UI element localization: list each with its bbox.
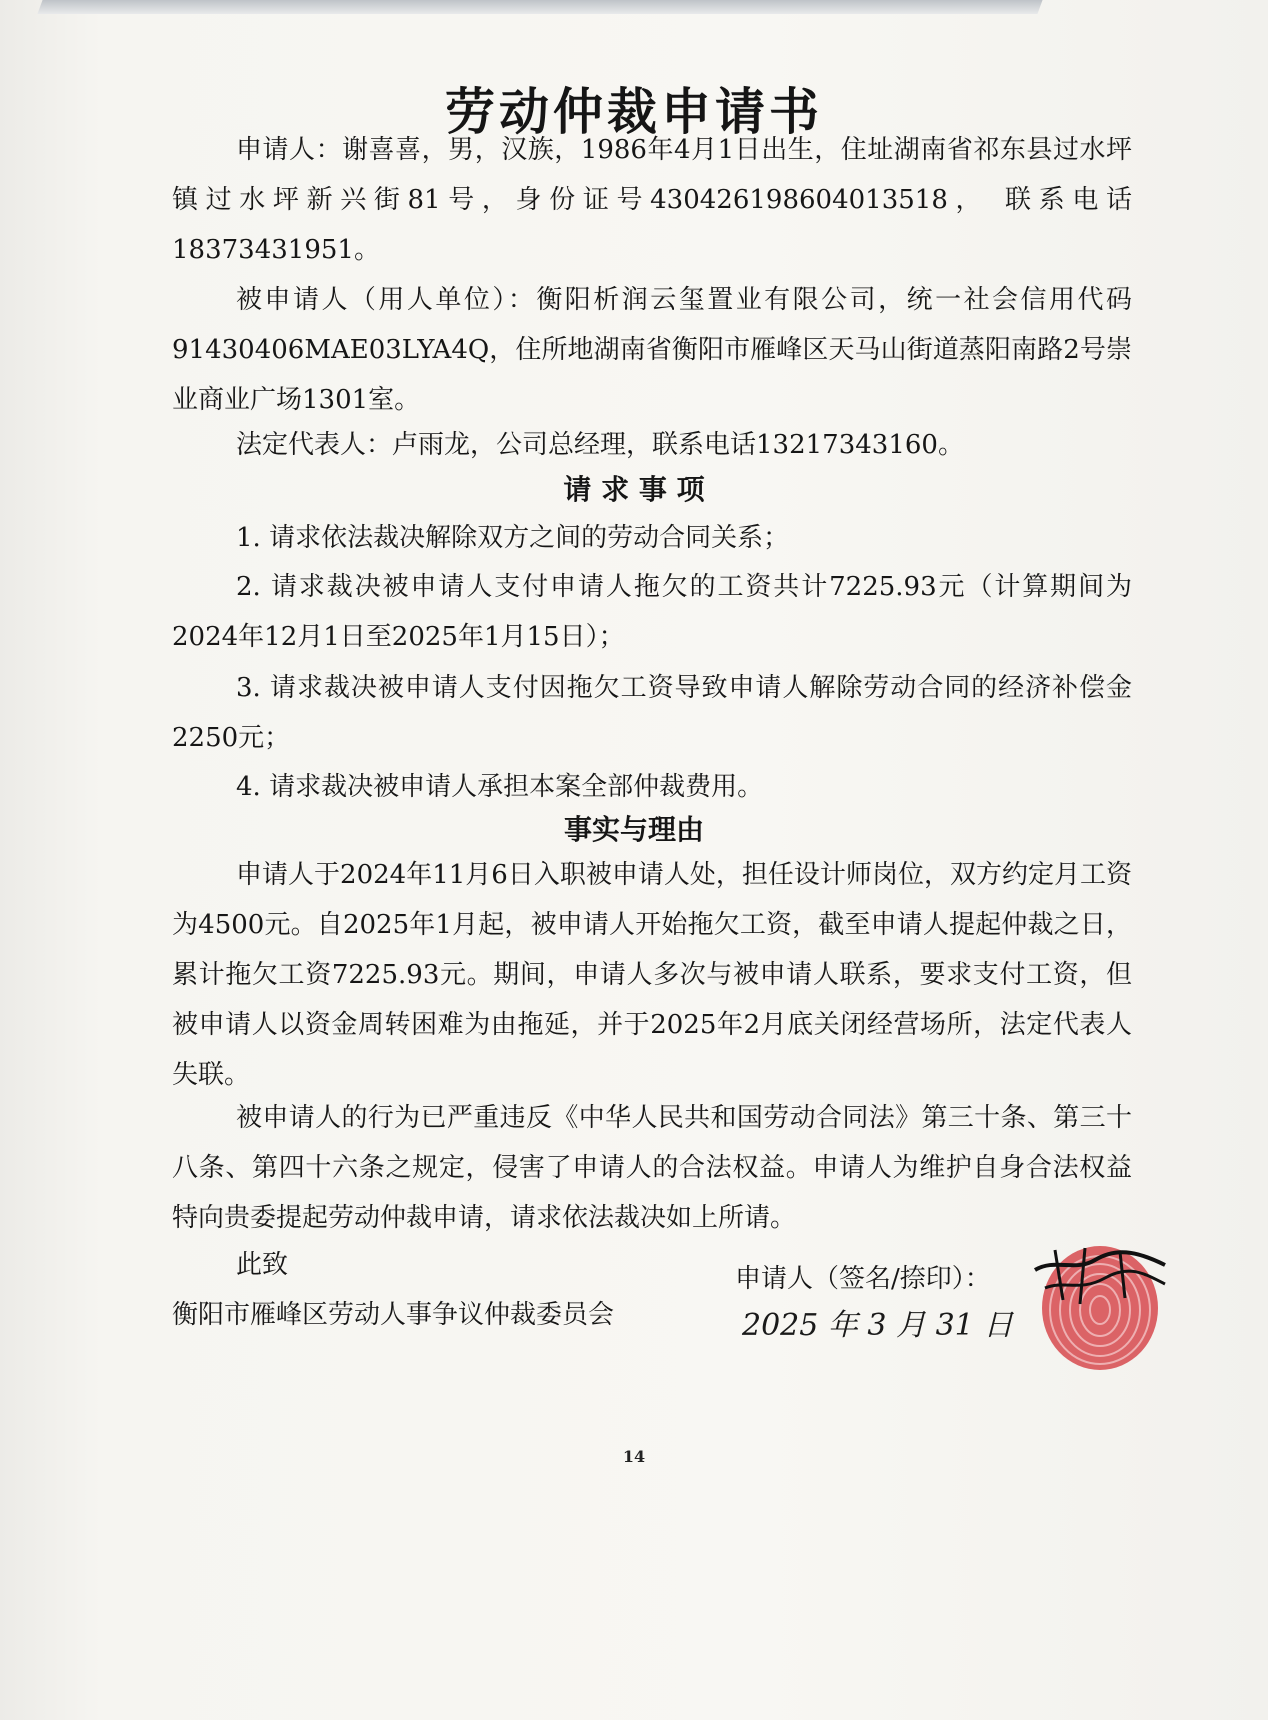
applicant-paragraph: 申请人：谢喜喜，男，汉族，1986年4月1日出生，住址湖南省祁东县过水坪镇过水坪新兴街81号，身份证号430426198604013518， 联系电话18373431951。 [172,135,1132,265]
claim-item: 2. 请求裁决被申请人支付申请人拖欠的工资共计7225.93元（计算期间为2024年12月1日至2025年1月15日）； [172,572,1132,652]
claims-heading: 请 求 事 项 [563,473,705,506]
page-number: 14 [622,1447,646,1466]
claim-item: 3. 请求裁决被申请人支付因拖欠工资导致申请人解除劳动合同的经济补偿金2250元； [172,673,1132,753]
facts-heading: 事实与理由 [563,813,704,846]
signature-label: 申请人（签名/捺印）： [735,1264,991,1294]
respondent-paragraph: 被申请人（用人单位）：衡阳析润云玺置业有限公司，统一社会信用代码91430406MAE03LYA4Q，住所地湖南省衡阳市雁峰区天马山街道蒸阳南路2号崇业商业广场1301室。 [172,285,1132,415]
claim-item: 1. 请求依法裁决解除双方之间的劳动合同关系； [236,523,790,553]
fingerprint-seal-icon [1025,1230,1175,1380]
facts-paragraph: 被申请人的行为已严重违反《中华人民共和国劳动合同法》第三十条、第三十八条、第四十六条之规定，侵害了申请人的合法权益。申请人为维护自身合法权益特向贵委提起劳动仲裁申请，请求依法裁决如上所请。 [172,1103,1132,1233]
addressee: 衡阳市雁峰区劳动人事争议仲裁委员会 [172,1300,615,1330]
document-title: 劳动仲裁申请书 [445,83,823,141]
facts-paragraph: 申请人于2024年11月6日入职被申请人处，担任设计师岗位，双方约定月工资为4500元。自2025年1月起，被申请人开始拖欠工资，截至申请人提起仲裁之日，累计拖欠工资7225.93元。期间，申请人多次与被申请人联系，要求支付工资，但被申请人以资金周转困难为由拖延，并于2025年2月底关闭经营场所，法定代表人失联。 [172,860,1132,1090]
claim-item: 4. 请求裁决被申请人承担本案全部仲裁费用。 [236,772,764,802]
legal-representative-paragraph: 法定代表人：卢雨龙，公司总经理，联系电话13217343160。 [236,430,964,460]
salutation: 此致 [236,1250,289,1280]
paper-edge [37,0,1042,14]
signature-date: 2025 年 3 月 31 日 [742,1308,1014,1343]
